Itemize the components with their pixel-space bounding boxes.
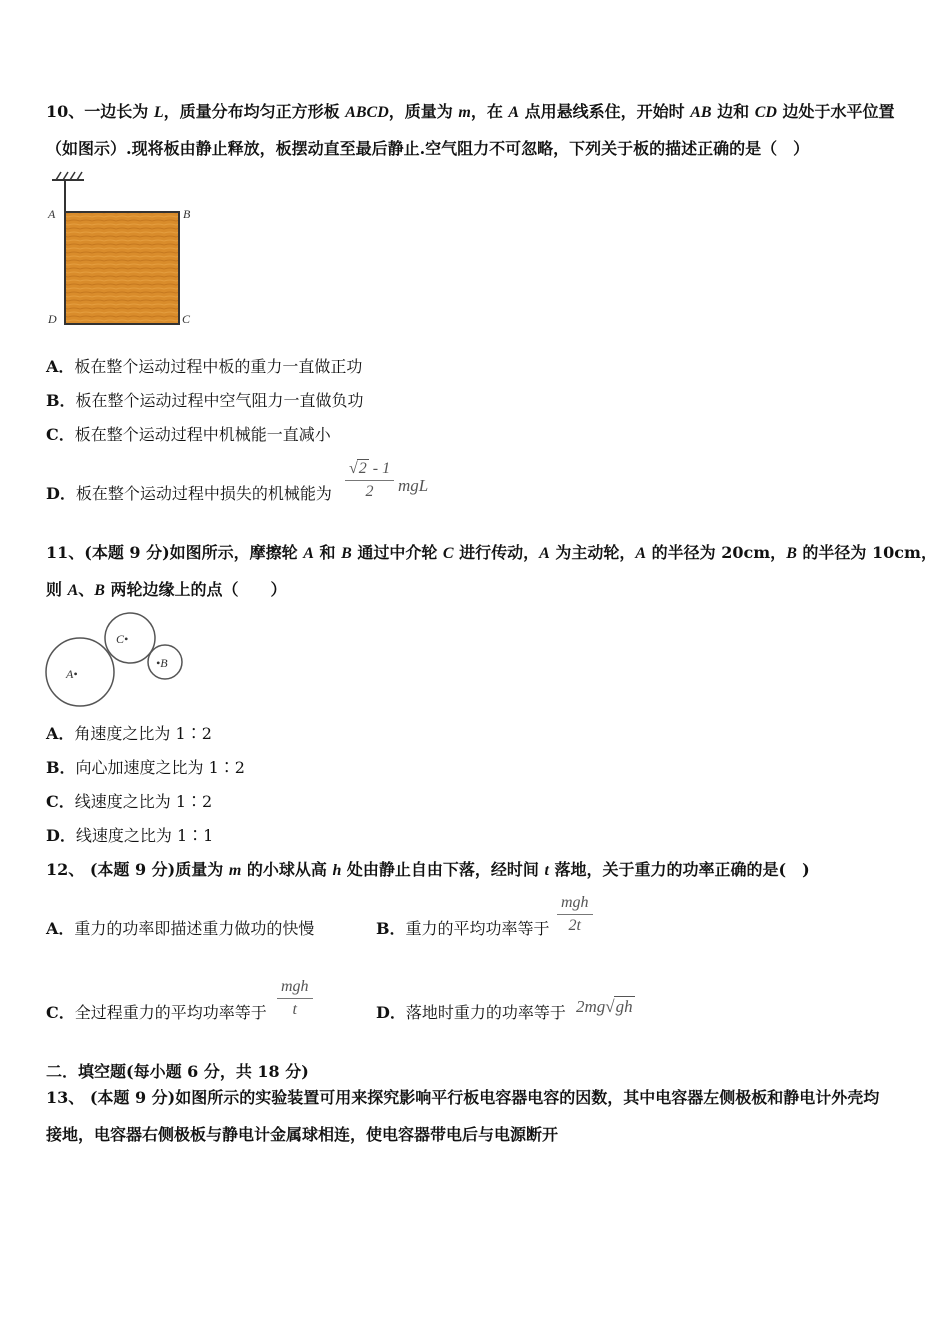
label-b: B [183, 207, 191, 221]
q10-option-d: D．板在整个运动过程中损失的机械能为 [46, 484, 332, 503]
q10-option-b: B．板在整个运动过程中空气阻力一直做负功 [46, 391, 364, 410]
q11-stem-line2: 则 A、B 两轮边缘上的点（ ） [46, 580, 287, 599]
ceiling-support-icon [52, 172, 84, 180]
q12-option-c: C．全过程重力的平均功率等于 [46, 1003, 267, 1022]
q10-d-tail: mgL [398, 476, 429, 495]
square-board [65, 212, 179, 324]
q13-stem-line1: 13、 (本题 9 分)如图所示的实验装置可用来探究影响平行板电容器电容的因数，其中电容器左侧极板和静电计外壳均 [46, 1088, 880, 1107]
label-c: C• [116, 632, 129, 646]
q12-stem-line1: 12、 (本题 9 分)质量为 m 的小球从高 h 处由静止自由下落，经时间 t 落地，关于重力的功率正确的是( ) [46, 860, 810, 879]
label-a: A• [66, 667, 78, 681]
label-d: D [48, 312, 57, 326]
q12-option-a: A．重力的功率即描述重力做功的快慢 [46, 919, 315, 938]
q11-stem-line1: 11、(本题 9 分)如图所示，摩擦轮 A 和 B 通过中介轮 C 进行传动，A 为主动轮，A 的半径为 20cm，B 的半径为 10cm， [46, 543, 937, 562]
label-c: C [182, 312, 191, 326]
q11-friction-wheels-figure [42, 610, 192, 710]
q10-square-board-figure [44, 170, 204, 332]
q11-option-a: A．角速度之比为 1∶2 [46, 724, 212, 743]
q10-stem-line2: （如图示）.现将板由静止释放，板摆动直至最后静止.空气阻力不可忽略，下列关于板的描述正确的是（ ） [46, 139, 810, 158]
q12-b-fraction: mgh 2t [557, 894, 593, 935]
q11-option-d: D．线速度之比为 1∶1 [46, 826, 214, 845]
q11-option-c: C．线速度之比为 1∶2 [46, 792, 213, 811]
label-b: •B [156, 656, 168, 670]
q10-option-a: A．板在整个运动过程中板的重力一直做正功 [46, 357, 363, 376]
q10-stem-line1: 10、一边长为 L，质量分布均匀正方形板 ABCD，质量为 m，在 A 点用悬线系住，开始时 AB 边和 CD 边处于水平位置 [46, 102, 895, 121]
q10-d-fraction: $\frac{√2 - 1}{2}$ [345, 459, 394, 501]
q12-d-formula: 2mg√gh [576, 997, 633, 1016]
q13-stem-line2: 接地，电容器右侧极板与静电计金属球相连，使电容器带电后与电源断开 [46, 1125, 559, 1144]
q12-c-fraction: mgh t [277, 978, 313, 1019]
q12-option-b: B．重力的平均功率等于 [376, 919, 550, 938]
section-2-title: 二．填空题(每小题 6 分，共 18 分) [46, 1062, 309, 1081]
q11-option-b: B．向心加速度之比为 1∶2 [46, 758, 245, 777]
q12-option-d: D．落地时重力的功率等于 [376, 1003, 566, 1022]
wheel-c [105, 613, 155, 663]
q10-option-c: C．板在整个运动过程中机械能一直减小 [46, 425, 331, 444]
label-a: A [48, 207, 56, 221]
wheel-a [46, 638, 114, 706]
